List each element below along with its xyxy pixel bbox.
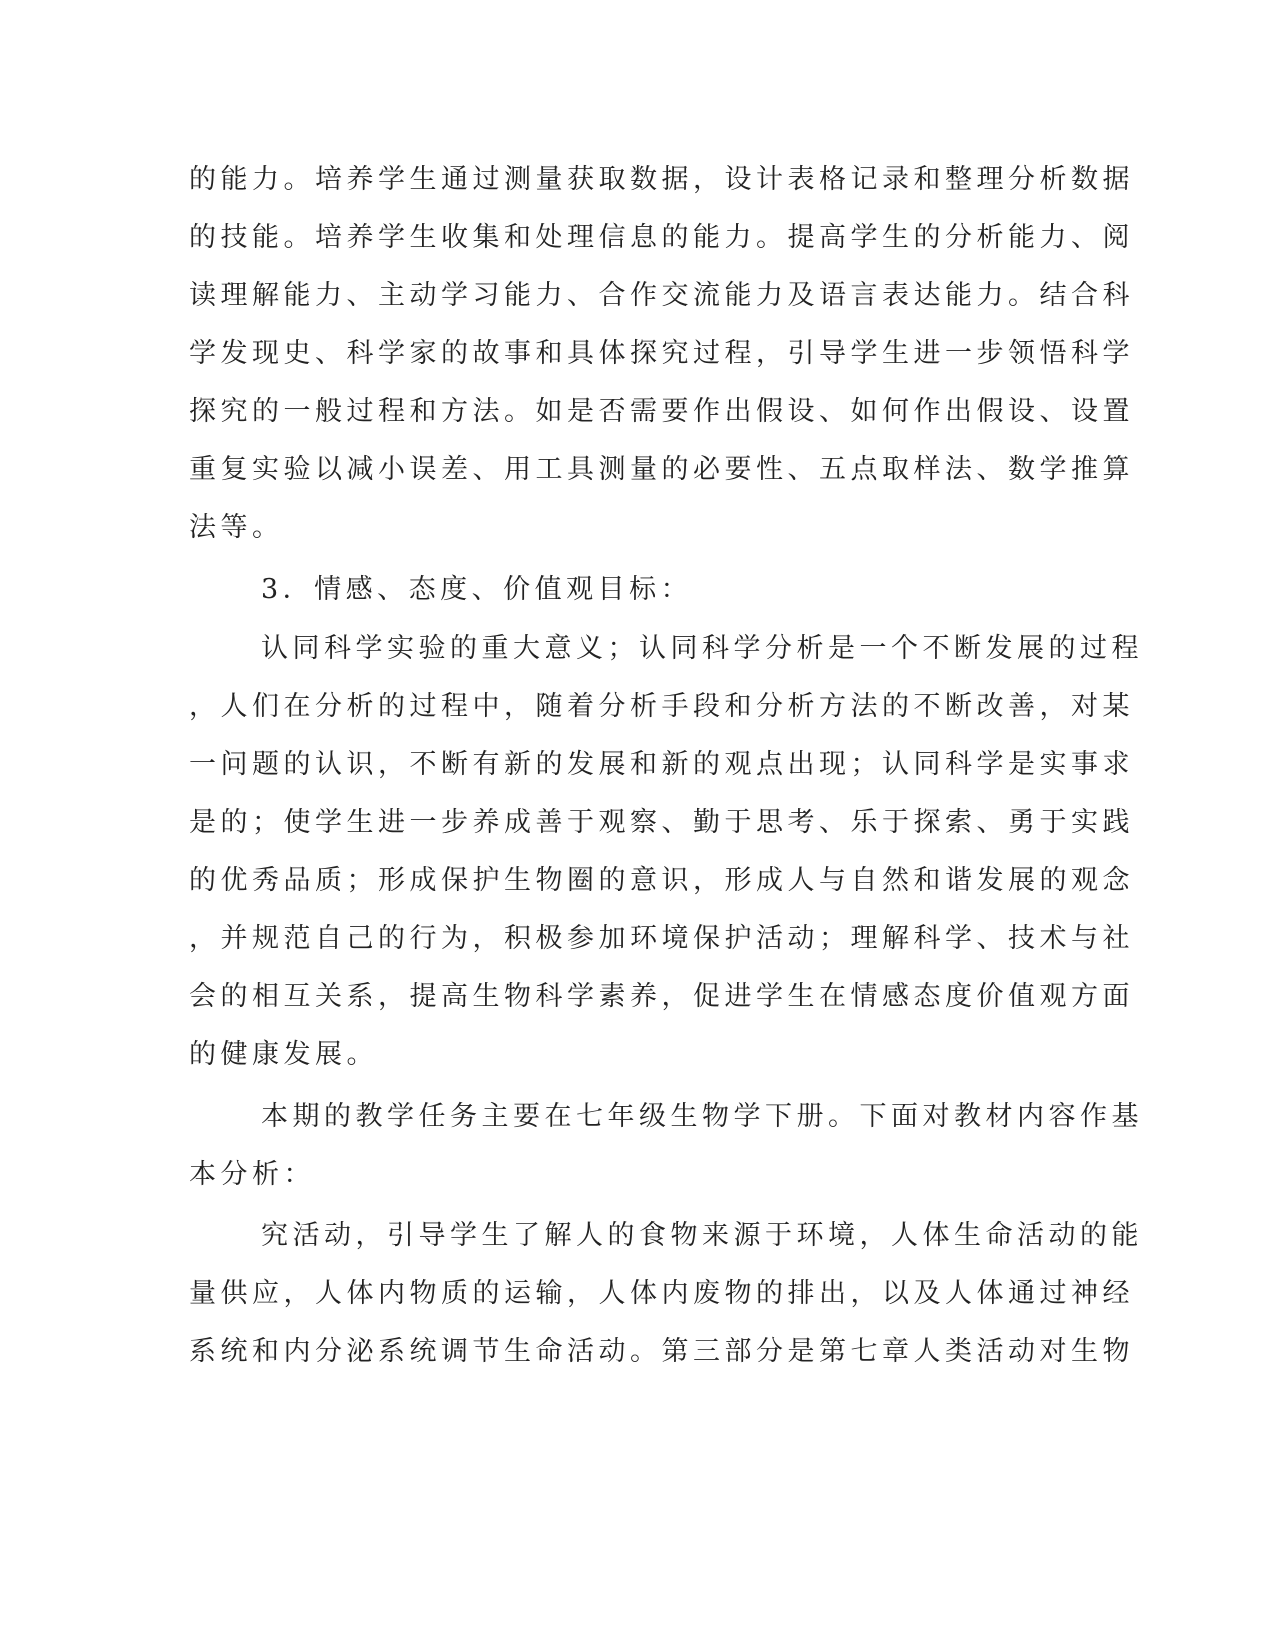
text-line-9: 认同科学实验的重大意义；认同科学分析是一个不断发展的过程 (261, 633, 1143, 664)
text-line-17: 本期的教学任务主要在七年级生物学下册。下面对教材内容作基 (261, 1101, 1143, 1132)
text-line-15: 会的相互关系，提高生物科学素养，促进学生在情感态度价值观方面 (189, 981, 1134, 1012)
text-line-16: 的健康发展。 (189, 1039, 378, 1070)
text-line-11: 一问题的认识，不断有新的发展和新的观点出现；认同科学是实事求 (189, 749, 1134, 780)
text-line-14: ，并规范自己的行为，积极参加环境保护活动；理解科学、技术与社 (189, 923, 1134, 954)
text-line-1: 的能力。培养学生通过测量获取数据，设计表格记录和整理分析数据 (189, 164, 1134, 195)
text-line-18: 本分析： (189, 1159, 315, 1190)
text-line-2: 的技能。培养学生收集和处理信息的能力。提高学生的分析能力、阅 (189, 222, 1134, 253)
text-line-13: 的优秀品质；形成保护生物圈的意识，形成人与自然和谐发展的观念 (189, 865, 1134, 896)
text-line-10: ，人们在分析的过程中，随着分析手段和分析方法的不断改善，对某 (189, 691, 1134, 722)
text-line-21: 系统和内分泌系统调节生命活动。第三部分是第七章人类活动对生物 (189, 1336, 1134, 1367)
text-line-20: 量供应，人体内物质的运输，人体内废物的排出，以及人体通过神经 (189, 1278, 1134, 1309)
section-heading: 3．情感、态度、价值观目标： (261, 574, 693, 605)
text-line-5: 探究的一般过程和方法。如是否需要作出假设、如何作出假设、设置 (189, 396, 1134, 427)
text-line-4: 学发现史、科学家的故事和具体探究过程，引导学生进一步领悟科学 (189, 338, 1134, 369)
text-line-12: 是的；使学生进一步养成善于观察、勤于思考、乐于探索、勇于实践 (189, 807, 1134, 838)
text-line-3: 读理解能力、主动学习能力、合作交流能力及语言表达能力。结合科 (189, 280, 1134, 311)
text-line-6: 重复实验以减小误差、用工具测量的必要性、五点取样法、数学推算 (189, 454, 1134, 485)
text-line-7: 法等。 (189, 512, 284, 543)
text-line-19: 究活动，引导学生了解人的食物来源于环境，人体生命活动的能 (261, 1220, 1143, 1251)
